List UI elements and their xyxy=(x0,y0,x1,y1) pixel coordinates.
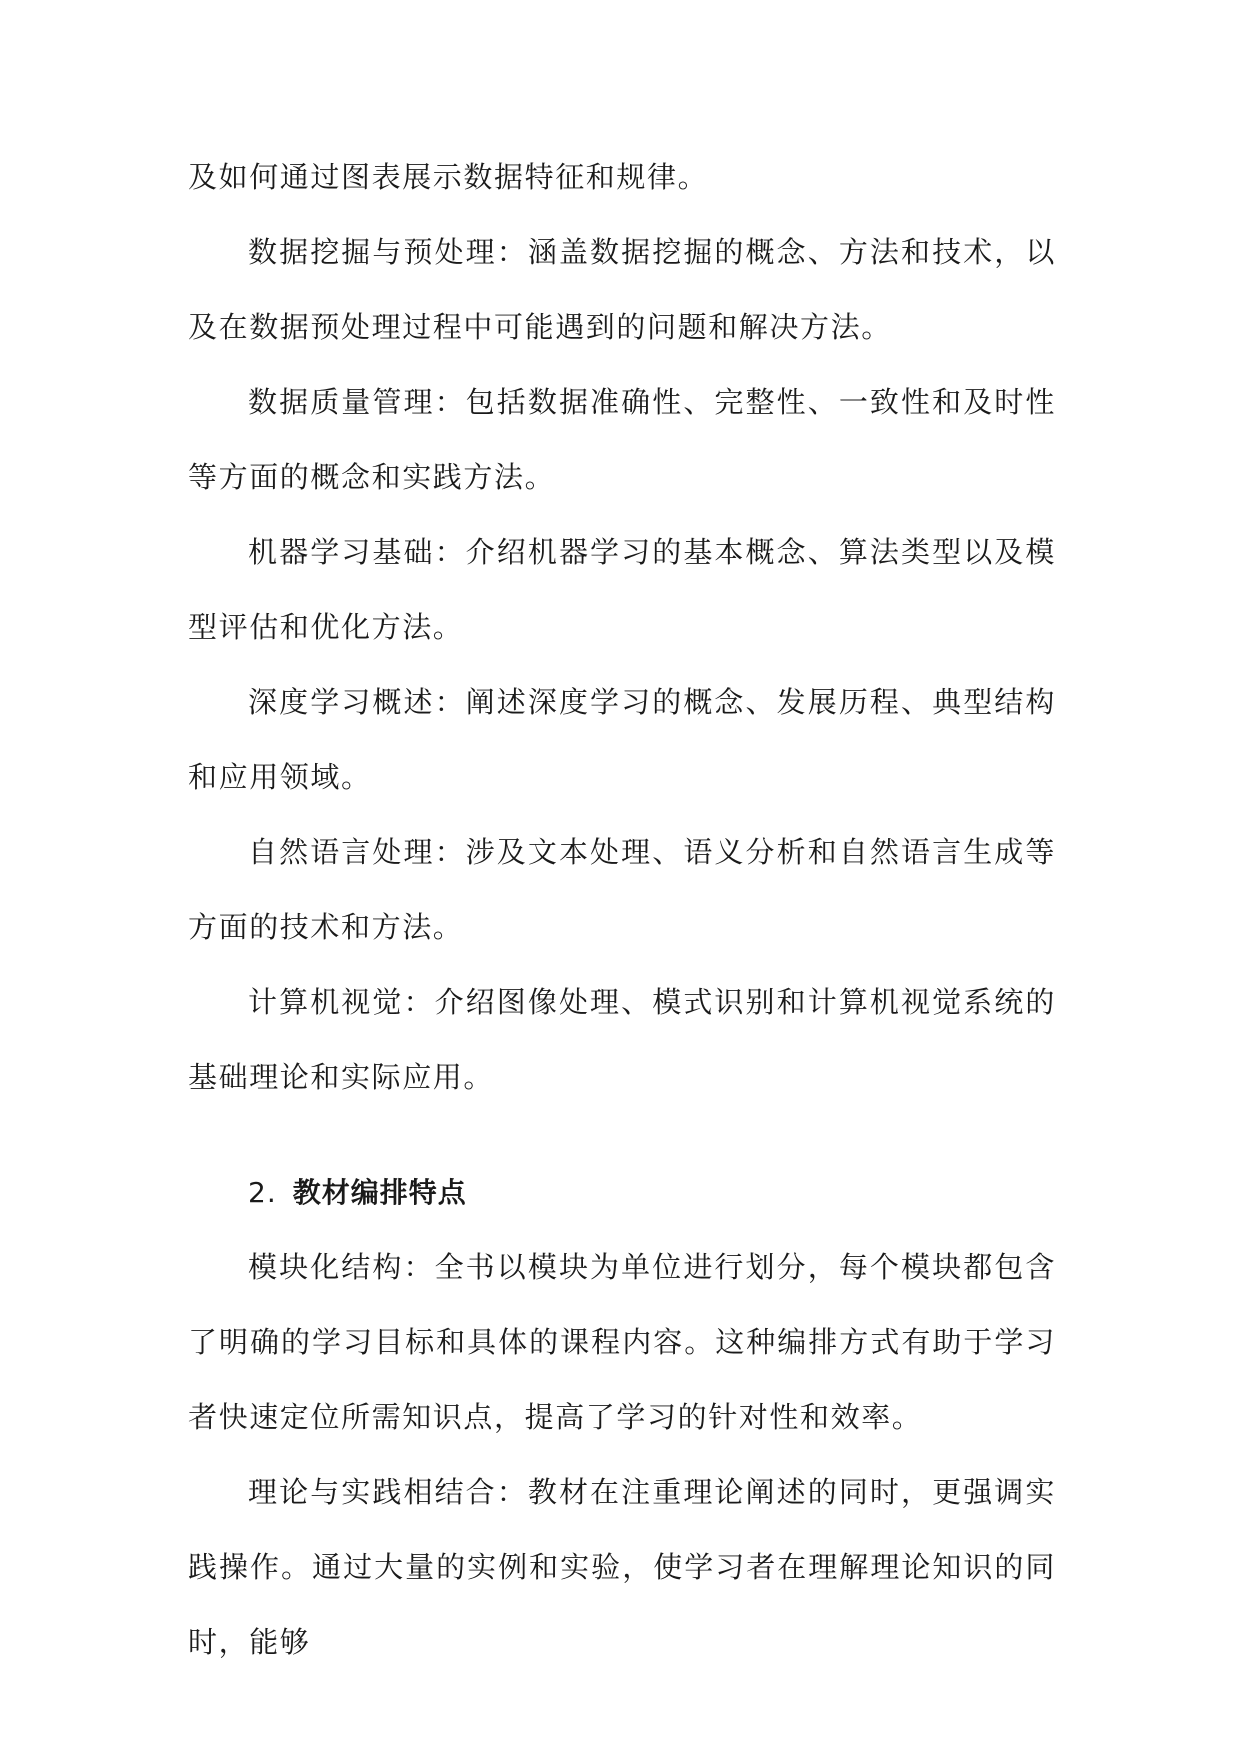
document-body xyxy=(188,140,1056,1680)
paragraph-data-quality: 数据质量管理：包括数据准确性、完整性、一致性和及时性等方面的概念和实践方法。 xyxy=(188,385,1056,494)
paragraph-computer-vision: 计算机视觉：介绍图像处理、模式识别和计算机视觉系统的基础理论和实际应用。 xyxy=(188,985,1056,1094)
paragraph-machine-learning: 机器学习基础：介绍机器学习的基本概念、算法类型以及模型评估和优化方法。 xyxy=(188,535,1056,644)
paragraph-nlp: 自然语言处理：涉及文本处理、语义分析和自然语言生成等方面的技术和方法。 xyxy=(188,835,1056,944)
paragraph-theory-practice: 理论与实践相结合：教材在注重理论阐述的同时，更强调实践操作。通过大量的实例和实验，使学习者在理解理论知识的同时，能够 xyxy=(188,1475,1056,1659)
section-heading xyxy=(188,1155,1056,1230)
paragraph-deep-learning: 深度学习概述：阐述深度学习的概念、发展历程、典型结构和应用领域。 xyxy=(188,685,1056,794)
paragraph-continuation: 及如何通过图表展示数据特征和规律。 xyxy=(188,160,709,194)
section-number: 2. xyxy=(248,1176,277,1209)
paragraph-modular-structure: 模块化结构：全书以模块为单位进行划分，每个模块都包含了明确的学习目标和具体的课程内容。这种编排方式有助于学习者快速定位所需知识点，提高了学习的针对性和效率。 xyxy=(188,1250,1056,1434)
paragraph-data-mining: 数据挖掘与预处理：涵盖数据挖掘的概念、方法和技术，以及在数据预处理过程中可能遇到的问题和解决方法。 xyxy=(188,235,1056,344)
section-title: 教材编排特点 xyxy=(292,1176,467,1209)
